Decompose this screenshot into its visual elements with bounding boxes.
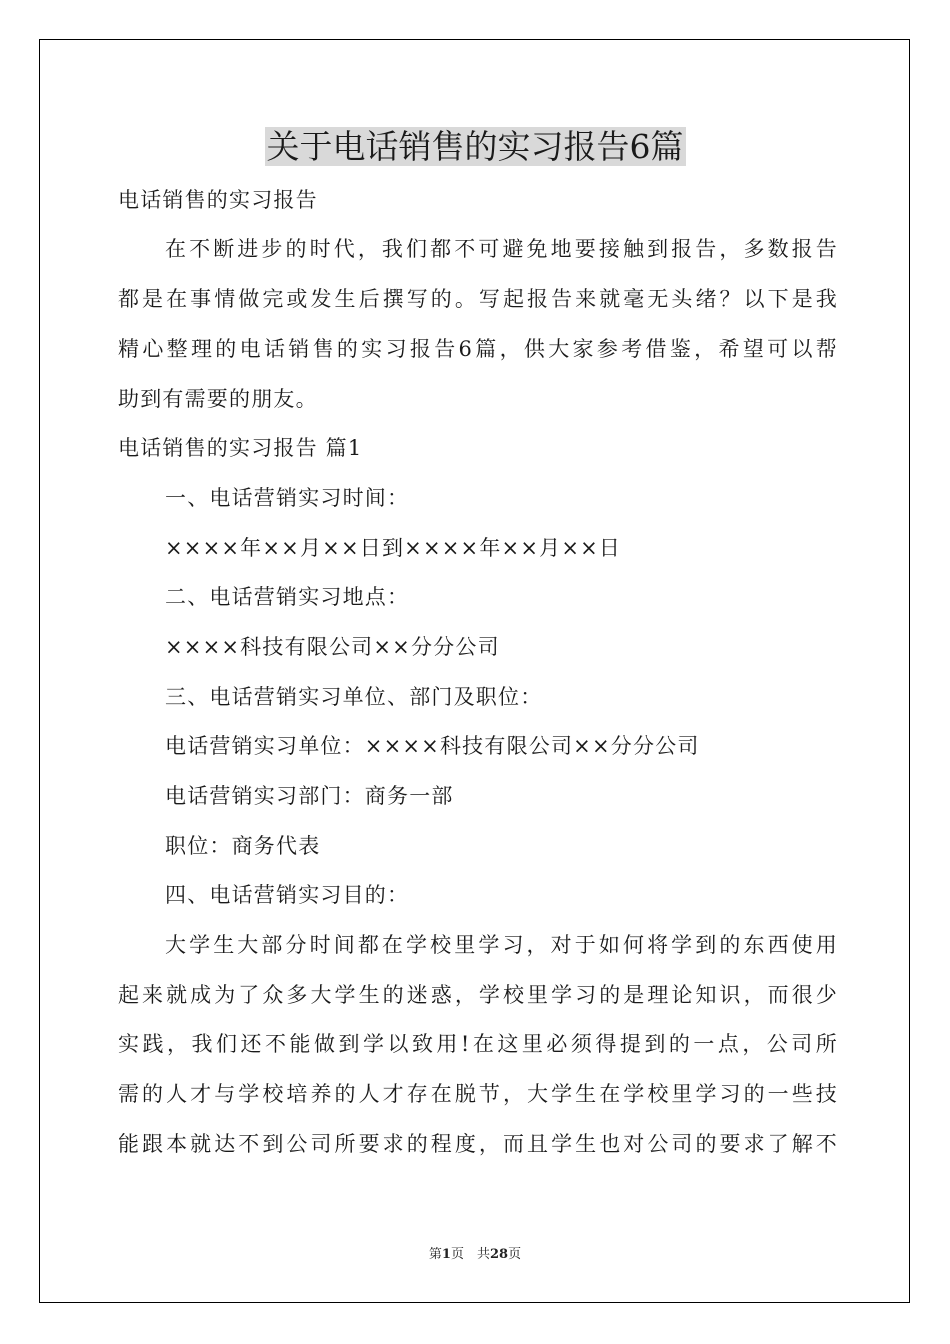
text-line: 大学生大部分时间都在学校里学习，对于如何将学到的东西使用 xyxy=(165,933,838,957)
footer-mid: 页 共 xyxy=(450,1247,490,1262)
text-line: 助到有需要的朋友。 xyxy=(118,387,318,411)
text-line: 精心整理的电话销售的实习报告6篇，供大家参考借鉴，希望可以帮 xyxy=(118,337,838,361)
text-line: 起来就成为了众多大学生的迷惑，学校里学习的是理论知识，而很少 xyxy=(118,983,838,1007)
footer-current-page: 1 xyxy=(441,1247,451,1262)
text-line: 职位：商务代表 xyxy=(165,834,321,858)
text-line: 电话销售的实习报告 xyxy=(118,188,318,212)
text-line: ××××年××月××日到××××年××月××日 xyxy=(165,536,622,560)
text-line: 二、电话营销实习地点： xyxy=(165,585,410,609)
footer-suffix: 页 xyxy=(508,1247,522,1262)
text-line: 都是在事情做完或发生后撰写的。写起报告来就毫无头绪？以下是我 xyxy=(118,287,838,311)
text-line: 电话营销实习单位：××××科技有限公司××分分公司 xyxy=(165,734,700,758)
footer-prefix: 第 xyxy=(428,1247,442,1262)
document-title-text: 关于电话销售的实习报告6篇 xyxy=(266,127,684,166)
page-footer xyxy=(0,1246,950,1264)
section-heading: 电话销售的实习报告 篇1 xyxy=(118,436,363,460)
text-line: 电话营销实习部门：商务一部 xyxy=(165,784,454,808)
text-line: 能跟本就达不到公司所要求的程度，而且学生也对公司的要求了解不 xyxy=(118,1132,838,1156)
text-line: 在不断进步的时代，我们都不可避免地要接触到报告，多数报告 xyxy=(165,237,838,261)
text-line: 需的人才与学校培养的人才存在脱节，大学生在学校里学习的一些技 xyxy=(118,1082,838,1106)
text-line: 三、电话营销实习单位、部门及职位： xyxy=(165,685,543,709)
footer-total-pages: 28 xyxy=(489,1247,509,1262)
text-line: ××××科技有限公司××分分公司 xyxy=(165,635,500,659)
document-title xyxy=(0,124,950,170)
text-line: 一、电话营销实习时间： xyxy=(165,486,410,510)
text-line: 实践，我们还不能做到学以致用!在这里必须得提到的一点，公司所 xyxy=(118,1032,838,1056)
text-line: 四、电话营销实习目的： xyxy=(165,883,410,907)
page-border xyxy=(39,39,910,1303)
